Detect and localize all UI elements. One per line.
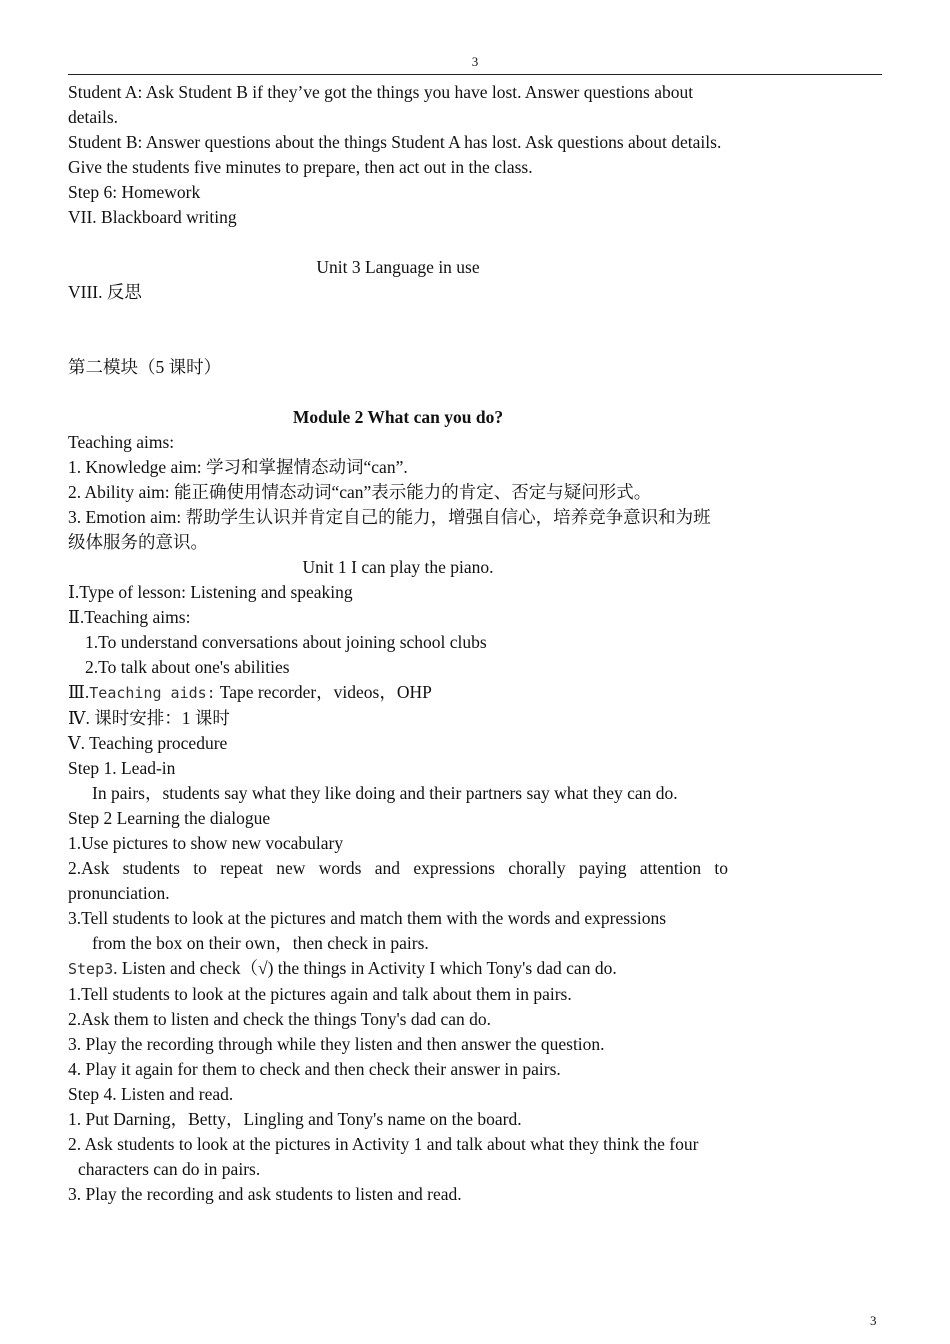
module-hours: 第二模块（5 课时） bbox=[68, 357, 222, 377]
document-body bbox=[68, 80, 728, 1207]
teaching-aim-2: 2.To talk about one's abilities bbox=[85, 657, 290, 677]
step-2-item-3-line-2: from the box on their own，then check in pairs. bbox=[92, 933, 429, 953]
aim-knowledge: 1. Knowledge aim: 学习和掌握情态动词“can”. bbox=[68, 457, 408, 477]
step-3-heading bbox=[68, 956, 728, 982]
step-4-item-2-line-1: 2. Ask students to look at the pictures in Activity 1 and talk about what they think the four bbox=[68, 1134, 699, 1154]
step-3-text: . Listen and check（√) the things in Activity I which Tony's dad can do. bbox=[113, 958, 617, 978]
paragraph-student-a: Student A: Ask Student B if they’ve got the things you have lost. Answer questions about details. bbox=[68, 82, 694, 127]
step-2-heading: Step 2 Learning the dialogue bbox=[68, 808, 271, 828]
unit-3-title: Unit 3 Language in use bbox=[316, 257, 480, 277]
step-3-item-1: 1.Tell students to look at the pictures again and talk about them in pairs. bbox=[68, 984, 572, 1004]
section-ii-teaching-aims: Ⅱ.Teaching aims: bbox=[68, 607, 191, 627]
spacer bbox=[68, 380, 728, 405]
unit-1-title: Unit 1 I can play the piano. bbox=[302, 557, 494, 577]
spacer bbox=[68, 305, 728, 355]
paragraph-student-b: Student B: Answer questions about the things Student A has lost. Ask questions about details. bbox=[68, 132, 722, 152]
step-4-item-2-line-2: characters can do in pairs. bbox=[78, 1159, 261, 1179]
step-4-heading: Step 4. Listen and read. bbox=[68, 1084, 234, 1104]
teaching-aim-1: 1.To understand conversations about joining school clubs bbox=[85, 632, 487, 652]
step-2-item-2: 2.Ask students to repeat new words and expressions chorally paying attention to pronunciation. bbox=[68, 858, 728, 903]
aim-emotion: 3. Emotion aim: 帮助学生认识并肯定自己的能力，增强自信心，培养竞争意识和为班级体服务的意识。 bbox=[68, 507, 711, 552]
step-3-item-3: 3. Play the recording through while they listen and then answer the question. bbox=[68, 1034, 605, 1054]
module-title: Module 2 What can you do? bbox=[292, 407, 504, 427]
step-1-text: In pairs，students say what they like doing and their partners say what they can do. bbox=[92, 783, 678, 803]
step-3-item-4: 4. Play it again for them to check and then check their answer in pairs. bbox=[68, 1059, 561, 1079]
step-3-item-2: 2.Ask them to listen and check the things Tony's dad can do. bbox=[68, 1009, 491, 1029]
section-v-procedure: Ⅴ. Teaching procedure bbox=[68, 733, 228, 753]
paragraph-prepare: Give the students five minutes to prepare, then act out in the class. bbox=[68, 157, 533, 177]
section-viii-heading: VIII. 反思 bbox=[68, 282, 142, 302]
step-4-item-3: 3. Play the recording and ask students to listen and read. bbox=[68, 1184, 462, 1204]
spacer bbox=[68, 230, 728, 255]
step-3-label: Step3 bbox=[68, 960, 114, 978]
step-1-heading: Step 1. Lead-in bbox=[68, 758, 176, 778]
teaching-aids-value: Tape recorder，videos，OHP bbox=[215, 682, 432, 702]
section-vii-heading: VII. Blackboard writing bbox=[68, 207, 237, 227]
section-iii-number: Ⅲ. bbox=[68, 682, 90, 702]
aim-ability: 2. Ability aim: 能正确使用情态动词“can”表示能力的肯定、否定与疑问形式。 bbox=[68, 482, 652, 502]
teaching-aims-label: Teaching aims: bbox=[68, 432, 175, 452]
footer-page-number: 3 bbox=[870, 1313, 877, 1328]
header-rule bbox=[68, 74, 882, 75]
step-2-item-1: 1.Use pictures to show new vocabulary bbox=[68, 833, 344, 853]
step-4-item-1: 1. Put Darning，Betty，Lingling and Tony's name on the board. bbox=[68, 1109, 522, 1129]
section-i-type-of-lesson: Ⅰ.Type of lesson: Listening and speaking bbox=[68, 582, 353, 602]
step-6-heading: Step 6: Homework bbox=[68, 182, 201, 202]
step-2-item-3-line-1: 3.Tell students to look at the pictures and match them with the words and expressions bbox=[68, 908, 667, 928]
header-page-number: 3 bbox=[471, 54, 479, 69]
section-iv-schedule: Ⅳ. 课时安排：1 课时 bbox=[68, 708, 230, 728]
section-iii-teaching-aids bbox=[68, 680, 728, 706]
teaching-aids-label: Teaching aids: bbox=[89, 684, 216, 702]
